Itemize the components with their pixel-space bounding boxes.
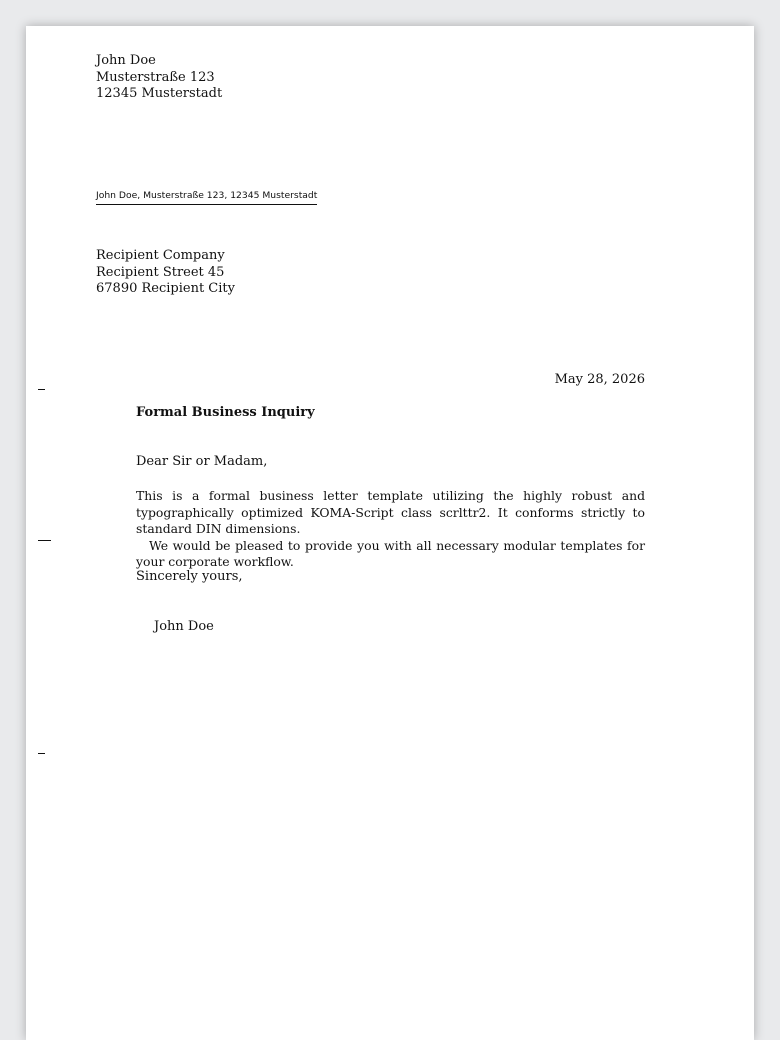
letter-opening: Dear Sir or Madam,: [136, 454, 268, 469]
letter-page: [26, 26, 754, 1040]
recipient-company: Recipient Company: [96, 248, 225, 263]
signature-name: John Doe: [154, 619, 214, 634]
body-paragraph-1: This is a formal business letter template utilizing the highly robust and typographically optimized KOMA-Script class scrlttr2. It conforms strictly to standard DIN dimensions.: [136, 488, 645, 536]
sender-street: Musterstraße 123: [96, 69, 215, 85]
fold-mark-bottom: [38, 753, 45, 754]
letter-body: [136, 488, 645, 571]
sender-address: [96, 53, 222, 103]
fold-mark-top: [38, 389, 45, 390]
letter-subject: Formal Business Inquiry: [136, 405, 315, 420]
body-paragraph-2: We would be pleased to provide you with all necessary modular templates for your corporate workflow.: [136, 537, 645, 569]
recipient-address: [96, 248, 235, 298]
punch-hole-mark: [38, 540, 51, 541]
return-address-line: John Doe, Musterstraße 123, 12345 Musterstadt: [96, 190, 317, 205]
letter-date: May 28, 2026: [554, 372, 645, 387]
recipient-street: Recipient Street 45: [96, 264, 225, 280]
sender-city: 12345 Musterstadt: [96, 86, 223, 101]
sender-name: John Doe: [96, 53, 156, 68]
recipient-city: 67890 Recipient City: [96, 281, 235, 296]
letter-closing: Sincerely yours,: [136, 569, 243, 584]
